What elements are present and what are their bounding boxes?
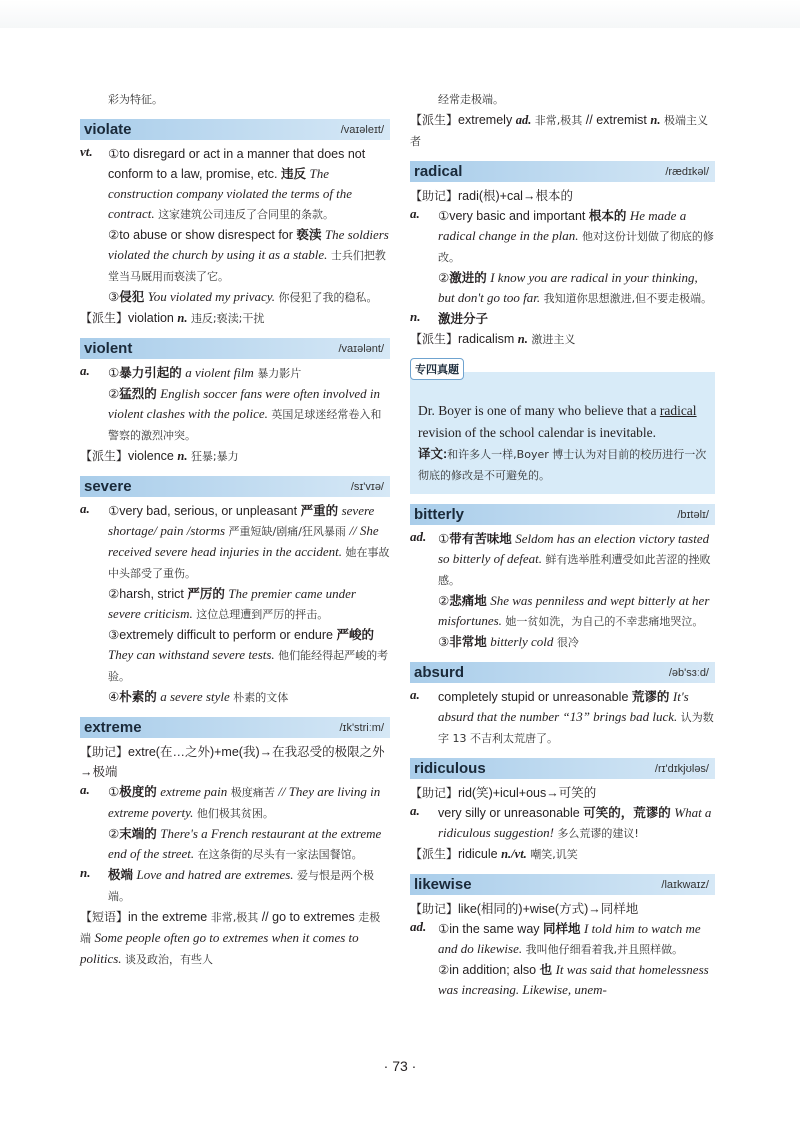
headword: severe [84,478,132,495]
headword: violent [84,340,133,357]
sense: ①to disregard or act in a manner that does not conform to a law, promise, etc. 违反 The construction company violated the terms of the contract. 这家建筑公司违反了合同里的条款。 [108,147,366,221]
sense-block [410,919,715,1000]
entry-header-likewise [410,874,715,895]
mnemonic: 【助记】radi(根)+cal→根本的 [410,189,573,203]
sense: ④朴素的 a severe style 朴素的文体 [108,689,289,704]
exam-translation: 译文:和许多人一样,Boyer 博士认为对目前的校历进行一次彻底的修改是不可避免的。 [418,447,707,482]
sense: very silly or unreasonable 可笑的，荒谬的 What a ridiculous suggestion! 多么荒谬的建议! [438,805,712,840]
continued-text: 经常走极端。 [438,93,504,106]
mnemonic: 【助记】like(相同的)+wise(方式)→同样地 [410,902,639,916]
mnemonic: 【助记】rid(笑)+icul+ous→可笑的 [410,786,597,800]
sense-block [80,782,390,865]
headword: absurd [414,664,465,681]
part-of-speech: a. [410,687,420,702]
scan-top-edge [0,0,800,28]
phonetic: /sɪ'vɪə/ [350,480,384,493]
sense: ②harsh, strict 严厉的 The premier came under severe criticism. 这位总理遭到严厉的抨击。 [108,586,356,621]
part-of-speech: n. [410,309,421,324]
sense: ②末端的 There's a French restaurant at the extreme end of the street. 在这条街的尽头有一家法国餐馆。 [108,826,382,861]
headword: ridiculous [414,760,486,777]
headword: violate [84,121,132,138]
right-column [410,90,715,1000]
phonetic: /rɪ'dɪkjʊləs/ [654,762,709,775]
part-of-speech: ad. [410,529,427,544]
headword: extreme [84,719,142,736]
mnemonic: 【助记】extre(在…之外)+me(我)→在我忍受的极限之外→极端 [80,745,385,779]
sense-block [410,803,715,844]
sense: ①带有苦味地 Seldom has an election victory tasted so bitterly of defeat. 鲜有选举胜利遭受如此苦涩的挫败感。 [438,531,711,587]
part-of-speech: vt. [80,144,93,159]
continued-text: 彩为特征。 [108,93,163,106]
sense: ②in addition; also 也 It was said that homelessness was increasing. Likewise, unem- [438,962,709,997]
sense: ③extremely difficult to perform or endure 严峻的 They can withstand severe tests. 他们能经得起严峻的考验。 [108,628,389,683]
phonetic: /əb'sɜːd/ [668,666,709,679]
entry-header-violate [80,119,390,140]
sense: ①in the same way 同样地 I told him to watch me and do likewise. 我叫他仔细看着我,并且照样做。 [438,921,701,956]
part-of-speech: a. [80,363,90,378]
sense-block [410,309,715,329]
entry-header-radical [410,161,715,182]
phonetic: /ɪk'striːm/ [339,721,384,734]
sense: ②猛烈的 English soccer fans were often involved in violent clashes with the police. 英国足球迷经常卷入和警察的激烈冲突。 [108,386,382,442]
sense: ③非常地 bitterly cold 很冷 [438,634,579,649]
part-of-speech: n. [80,865,91,880]
entry-header-absurd [410,662,715,683]
derivation: 【派生】violation n. 违反;亵渎;干扰 [80,311,265,325]
entry-header-bitterly [410,504,715,525]
sense: ②悲痛地 She was penniless and wept bitterly at her misfortunes. 她一贫如洗，为自己的不幸悲痛地哭泣。 [438,593,710,628]
derivation: 【派生】violence n. 狂暴;暴力 [80,449,239,463]
entry-header-violent [80,338,390,359]
exam-sentence: Dr. Boyer is one of many who believe that a radical revision of the school calendar is inevitable. [418,403,697,440]
sense: ①暴力引起的 a violent film 暴力影片 [108,365,302,380]
phonetic: /bɪtəlɪ/ [677,508,709,521]
sense-block [410,529,715,653]
page-number: · 73 · [383,1058,417,1074]
exam-box-label: 专四真题 [410,358,464,380]
phonetic: /vaɪəleɪt/ [340,123,384,136]
sense: ①very bad, serious, or unpleasant 严重的 severe shortage/ pain /storms 严重短缺/剧痛/狂风暴雨 // She received severe head injuries in the accident. 她在事故中头部受了重伤。 [108,503,390,580]
sense-block [80,865,390,907]
sense-block [410,687,715,749]
part-of-speech: a. [410,803,420,818]
derivation: 【派生】extremely ad. 非常,极其 // extremist n. 极端主义者 [410,113,708,148]
sense: 极端 Love and hatred are extremes. 爱与恨是两个极端。 [108,867,375,903]
entry-header-extreme [80,717,390,738]
part-of-speech: a. [410,206,420,221]
headword: radical [414,163,463,180]
entry-header-severe [80,476,390,497]
sense-block [80,144,390,308]
phrases: 【短语】in the extreme 非常,极其 // go to extremes 走极端 Some people often go to extremes when it comes to politics. 谈及政治，有些人 [80,910,381,966]
sense: ②激进的 I know you are radical in your thinking, but don't go too far. 我知道你思想激进,但不要走极端。 [438,270,713,305]
sense: ①very basic and important 根本的 He made a radical change in the plan. 他对这份计划做了彻底的修改。 [438,208,714,264]
derivation: 【派生】ridicule n./vt. 嘲笑,讥笑 [410,847,578,861]
headword: bitterly [414,506,465,523]
sense-block [80,363,390,446]
derivation: 【派生】radicalism n. 激进主义 [410,332,576,346]
phonetic: /vaɪələnt/ [338,342,384,355]
sense-block [80,501,390,708]
phonetic: /rædɪkəl/ [665,165,709,178]
sense: ②to abuse or show disrespect for 亵渎 The soldiers violated the church by using it as a stable. 士兵们把教堂当马厩用而亵渎了它。 [108,227,389,283]
exam-question-box [410,364,715,494]
part-of-speech: a. [80,782,90,797]
sense: ①极度的 extreme pain 极度痛苦 // They are living in extreme poverty. 他们极其贫困。 [108,784,381,820]
left-column [80,90,390,970]
headword: likewise [414,876,472,893]
sense-block [410,206,715,309]
part-of-speech: a. [80,501,90,516]
part-of-speech: ad. [410,919,427,934]
sense: ③侵犯 You violated my privacy. 你侵犯了我的稳私。 [108,289,378,304]
sense: 激进分子 [438,312,489,326]
entry-header-ridiculous [410,758,715,779]
sense: completely stupid or unreasonable 荒谬的 It's absurd that the number “13” brings bad luck. 认为数字 13 不吉利太荒唐了。 [438,689,714,745]
phonetic: /laɪkwaɪz/ [661,878,709,891]
